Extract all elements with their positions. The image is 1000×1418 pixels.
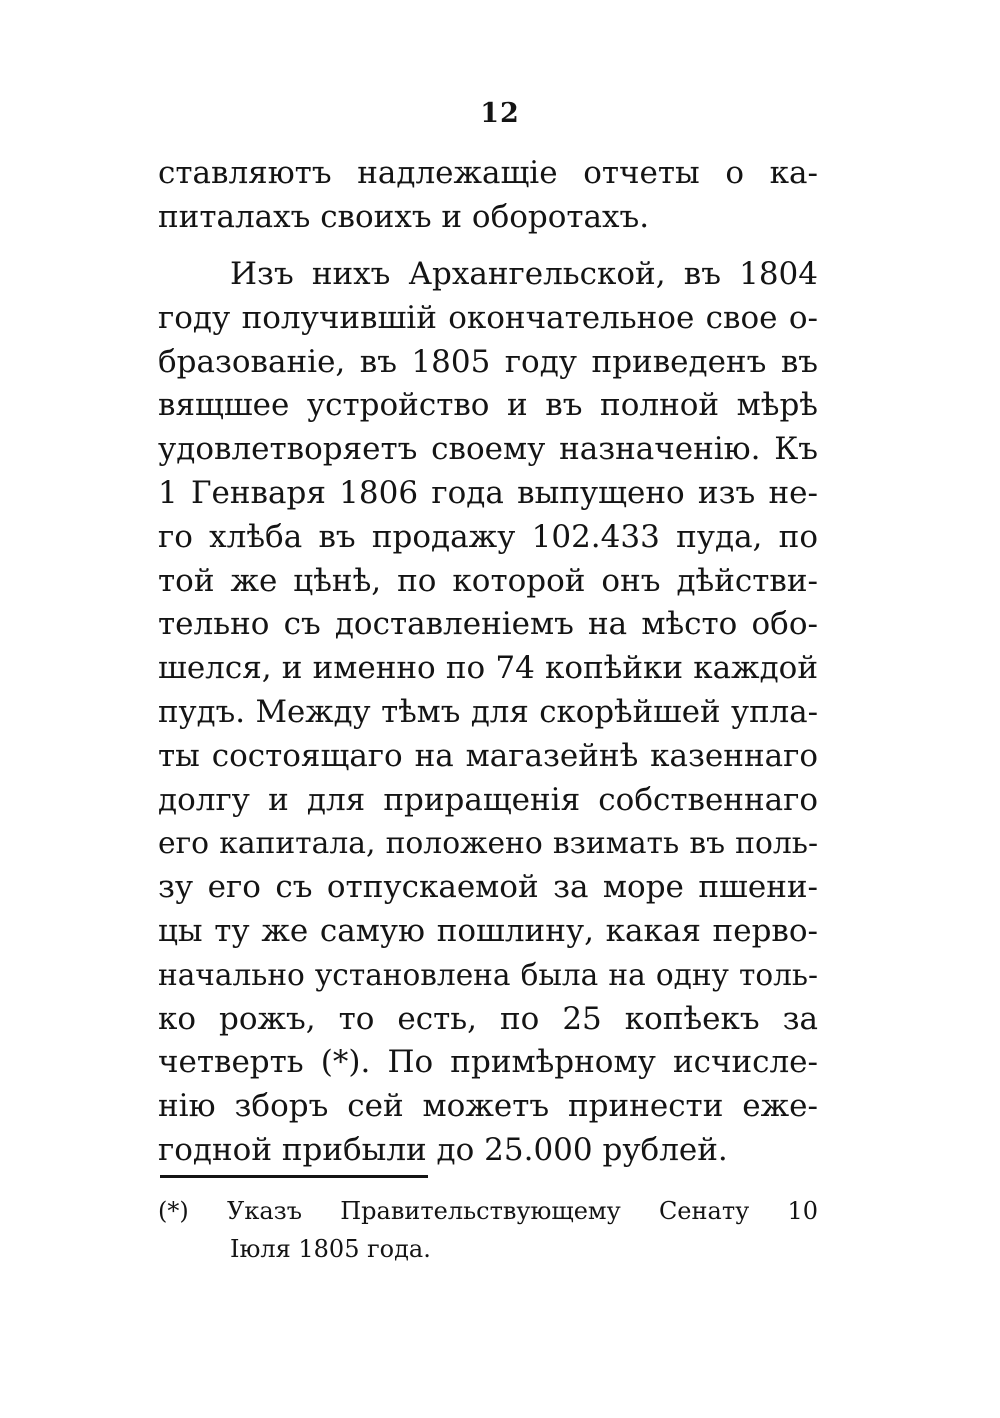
- text-line: нію зборъ сей можетъ принести ежe-: [158, 1088, 818, 1125]
- text-line: удовлетворяетъ своему назначенію. Къ: [158, 431, 818, 468]
- page-number: 12: [480, 98, 520, 129]
- footnote-line: Іюля 1805 года.: [230, 1235, 431, 1263]
- text-line: питалахъ своихъ и оборотахъ.: [158, 198, 650, 235]
- text-line: ставляютъ надлежащіе отчеты о ка-: [158, 155, 818, 191]
- text-line: пудъ. Между тѣмъ для скорѣйшей упла-: [158, 693, 818, 730]
- text-line: его капитала, положено взимать въ поль-: [158, 826, 818, 862]
- footnote-separator: [160, 1175, 428, 1178]
- footnote-line: (*) Указъ Правительствующему Сенату 10: [158, 1197, 818, 1225]
- text-line: начально установлена была на одну толь-: [158, 957, 818, 992]
- text-line: ко рожъ, то есть, по 25 копѣекъ за: [158, 1000, 818, 1037]
- text-line: вящшее устройство и въ полной мѣрѣ: [158, 387, 818, 424]
- paragraph-continuation: [158, 152, 818, 240]
- text-line: бразованіе, въ 1805 году приведенъ въ: [158, 343, 818, 380]
- text-line: году получившій окончательное свое о-: [158, 299, 818, 336]
- footnote: [158, 1192, 818, 1268]
- text-line: тельно съ доставленіемъ на мѣсто обо-: [158, 606, 818, 643]
- text-line: Изъ нихъ Архангельской, въ 1804: [230, 256, 818, 292]
- text-line: шелся, и именно по 74 копѣйки каждой: [158, 650, 818, 687]
- text-line: зу его съ отпускаемой за море пшени-: [158, 869, 818, 906]
- text-line: цы ту же самую пошлину, какая перво-: [158, 912, 818, 949]
- text-line: той же цѣнѣ, по которой онъ дѣйстви-: [158, 562, 818, 599]
- text-line: годной прибыли до 25.000 рублей.: [158, 1131, 728, 1168]
- text-line: четверть (*). По примѣрному исчисле-: [158, 1044, 818, 1081]
- text-line: долгу и для приращенія собственнаго: [158, 781, 818, 818]
- text-line: ты состоящаго на магазейнѣ казеннаго: [158, 737, 818, 774]
- paragraph-archangel-store: [158, 253, 818, 1173]
- text-line: го хлѣба въ продажу 102.433 пуда, по: [158, 518, 818, 555]
- text-line: 1 Генваря 1806 года выпущено изъ не-: [158, 474, 818, 511]
